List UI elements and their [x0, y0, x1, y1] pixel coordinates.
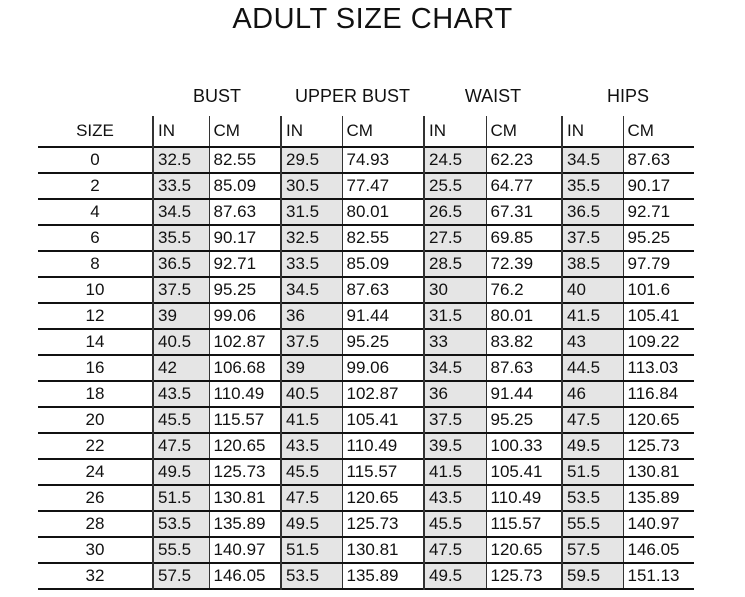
- upper-bust-cm-cell: 115.57: [342, 459, 424, 485]
- waist-in-cell: 33: [424, 329, 486, 355]
- upper-bust-in-cell: 51.5: [281, 537, 342, 563]
- bust-in-cell: 35.5: [153, 225, 209, 251]
- waist-in-cell: 34.5: [424, 355, 486, 381]
- bust-in-cell: 53.5: [153, 511, 209, 537]
- hips-cm-cell: 90.17: [623, 173, 694, 199]
- waist-in-cell: 41.5: [424, 459, 486, 485]
- bust-cm-cell: 110.49: [209, 381, 281, 407]
- upper-bust-in-cell: 40.5: [281, 381, 342, 407]
- table-row: [38, 225, 694, 251]
- waist-in-cell: 31.5: [424, 303, 486, 329]
- waist-cm-cell: 95.25: [486, 407, 562, 433]
- bust-cm-cell: 90.17: [209, 225, 281, 251]
- hips-in-cell: 37.5: [562, 225, 623, 251]
- upper-bust-in-cell: 53.5: [281, 563, 342, 589]
- size-cell: 8: [90, 254, 100, 273]
- bust-cm-cell: 140.97: [209, 537, 281, 563]
- hips-cm-cell: 120.65: [623, 407, 694, 433]
- hips-in-cell: 35.5: [562, 173, 623, 199]
- waist-cm-header: CM: [486, 116, 562, 147]
- upper-bust-cm-cell: 95.25: [342, 329, 424, 355]
- table-row: [38, 381, 694, 407]
- bust-cm-cell: 125.73: [209, 459, 281, 485]
- table-row: [38, 251, 694, 277]
- hips-in-cell: 44.5: [562, 355, 623, 381]
- bust-cm-cell: 130.81: [209, 485, 281, 511]
- upper-bust-in-cell: 41.5: [281, 407, 342, 433]
- hips-cm-cell: 146.05: [623, 537, 694, 563]
- waist-cm-cell: 125.73: [486, 563, 562, 589]
- table-row: [38, 355, 694, 381]
- size-chart-table: [38, 116, 694, 590]
- waist-in-cell: 26.5: [424, 199, 486, 225]
- size-cell: 26: [85, 488, 105, 507]
- size-cell: 12: [85, 306, 105, 325]
- table-row: [38, 147, 694, 173]
- waist-cm-cell: 120.65: [486, 537, 562, 563]
- waist-in-cell: 27.5: [424, 225, 486, 251]
- upper-bust-cm-cell: 82.55: [342, 225, 424, 251]
- waist-cm-cell: 91.44: [486, 381, 562, 407]
- upper-bust-cm-cell: 102.87: [342, 381, 424, 407]
- size-cell: 16: [85, 358, 105, 377]
- size-cell: 14: [85, 332, 105, 351]
- waist-cm-cell: 72.39: [486, 251, 562, 277]
- bust-cm-cell: 135.89: [209, 511, 281, 537]
- upper-bust-cm-cell: 77.47: [342, 173, 424, 199]
- upper-bust-in-cell: 36: [281, 303, 342, 329]
- waist-cm-cell: 80.01: [486, 303, 562, 329]
- hips-cm-cell: 140.97: [623, 511, 694, 537]
- hips-in-cell: 36.5: [562, 199, 623, 225]
- hips-cm-cell: 151.13: [623, 563, 694, 589]
- bust-cm-cell: 120.65: [209, 433, 281, 459]
- upper-bust-in-cell: 31.5: [281, 199, 342, 225]
- waist-cm-cell: 67.31: [486, 199, 562, 225]
- upper-bust-cm-cell: 74.93: [342, 147, 424, 173]
- upper-bust-cm-header: CM: [342, 116, 424, 147]
- size-cell: 18: [85, 384, 105, 403]
- hips-cm-cell: 92.71: [623, 199, 694, 225]
- waist-cm-cell: 76.2: [486, 277, 562, 303]
- hips-cm-cell: 116.84: [623, 381, 694, 407]
- upper-bust-in-cell: 34.5: [281, 277, 342, 303]
- hips-in-cell: 46: [562, 381, 623, 407]
- hips-in-cell: 59.5: [562, 563, 623, 589]
- upper-bust-cm-cell: 99.06: [342, 355, 424, 381]
- group-header-hips: HIPS: [606, 86, 649, 106]
- waist-cm-cell: 115.57: [486, 511, 562, 537]
- hips-cm-cell: 130.81: [623, 459, 694, 485]
- bust-in-cell: 39: [153, 303, 209, 329]
- size-cell: 28: [85, 514, 105, 533]
- table-row: [38, 459, 694, 485]
- upper-bust-cm-cell: 105.41: [342, 407, 424, 433]
- upper-bust-cm-cell: 87.63: [342, 277, 424, 303]
- waist-cm-cell: 83.82: [486, 329, 562, 355]
- table-row: [38, 277, 694, 303]
- waist-in-cell: 37.5: [424, 407, 486, 433]
- hips-cm-header: CM: [623, 116, 694, 147]
- waist-in-cell: 24.5: [424, 147, 486, 173]
- waist-in-header: IN: [424, 116, 486, 147]
- bust-in-cell: 34.5: [153, 199, 209, 225]
- hips-cm-cell: 97.79: [623, 251, 694, 277]
- bust-cm-cell: 92.71: [209, 251, 281, 277]
- hips-in-cell: 53.5: [562, 485, 623, 511]
- size-cell: 10: [85, 280, 105, 299]
- waist-cm-cell: 87.63: [486, 355, 562, 381]
- hips-in-cell: 55.5: [562, 511, 623, 537]
- hips-in-header: IN: [562, 116, 623, 147]
- bust-in-cell: 45.5: [153, 407, 209, 433]
- upper-bust-in-cell: 30.5: [281, 173, 342, 199]
- bust-in-cell: 47.5: [153, 433, 209, 459]
- group-header-upper-bust: UPPER BUST: [294, 86, 411, 106]
- bust-in-cell: 55.5: [153, 537, 209, 563]
- size-rows: [38, 147, 694, 589]
- waist-cm-cell: 62.23: [486, 147, 562, 173]
- bust-cm-cell: 85.09: [209, 173, 281, 199]
- upper-bust-in-cell: 39: [281, 355, 342, 381]
- size-cell: 6: [90, 228, 100, 247]
- bust-cm-cell: 115.57: [209, 407, 281, 433]
- upper-bust-in-cell: 45.5: [281, 459, 342, 485]
- upper-bust-cm-cell: 135.89: [342, 563, 424, 589]
- hips-cm-cell: 87.63: [623, 147, 694, 173]
- upper-bust-in-cell: 29.5: [281, 147, 342, 173]
- size-header: SIZE: [76, 121, 114, 140]
- bust-in-cell: 36.5: [153, 251, 209, 277]
- waist-cm-cell: 64.77: [486, 173, 562, 199]
- upper-bust-cm-cell: 125.73: [342, 511, 424, 537]
- size-cell: 22: [85, 436, 105, 455]
- bust-in-cell: 43.5: [153, 381, 209, 407]
- waist-in-cell: 45.5: [424, 511, 486, 537]
- hips-cm-cell: 109.22: [623, 329, 694, 355]
- bust-in-cell: 32.5: [153, 147, 209, 173]
- waist-in-cell: 43.5: [424, 485, 486, 511]
- hips-in-cell: 57.5: [562, 537, 623, 563]
- waist-cm-cell: 105.41: [486, 459, 562, 485]
- waist-cm-cell: 110.49: [486, 485, 562, 511]
- bust-in-cell: 51.5: [153, 485, 209, 511]
- size-cell: 30: [85, 540, 105, 559]
- hips-in-cell: 40: [562, 277, 623, 303]
- hips-in-cell: 43: [562, 329, 623, 355]
- waist-in-cell: 30: [424, 277, 486, 303]
- waist-cm-cell: 100.33: [486, 433, 562, 459]
- table-row: [38, 329, 694, 355]
- hips-cm-cell: 125.73: [623, 433, 694, 459]
- upper-bust-in-cell: 32.5: [281, 225, 342, 251]
- hips-in-cell: 47.5: [562, 407, 623, 433]
- waist-cm-cell: 69.85: [486, 225, 562, 251]
- size-cell: 32: [85, 566, 105, 585]
- table-row: [38, 485, 694, 511]
- waist-in-cell: 28.5: [424, 251, 486, 277]
- upper-bust-in-cell: 49.5: [281, 511, 342, 537]
- waist-in-cell: 49.5: [424, 563, 486, 589]
- upper-bust-in-cell: 33.5: [281, 251, 342, 277]
- unit-header-row: [38, 116, 694, 147]
- bust-in-cell: 33.5: [153, 173, 209, 199]
- bust-in-cell: 37.5: [153, 277, 209, 303]
- upper-bust-cm-cell: 120.65: [342, 485, 424, 511]
- upper-bust-in-cell: 37.5: [281, 329, 342, 355]
- size-cell: 0: [90, 150, 100, 169]
- waist-in-cell: 39.5: [424, 433, 486, 459]
- page-title: ADULT SIZE CHART: [232, 3, 513, 35]
- size-cell: 2: [90, 176, 100, 195]
- upper-bust-cm-cell: 85.09: [342, 251, 424, 277]
- bust-in-cell: 42: [153, 355, 209, 381]
- table-row: [38, 407, 694, 433]
- table-row: [38, 433, 694, 459]
- upper-bust-cm-cell: 130.81: [342, 537, 424, 563]
- upper-bust-in-cell: 43.5: [281, 433, 342, 459]
- hips-cm-cell: 105.41: [623, 303, 694, 329]
- bust-in-cell: 49.5: [153, 459, 209, 485]
- table-row: [38, 303, 694, 329]
- upper-bust-cm-cell: 80.01: [342, 199, 424, 225]
- table-row: [38, 537, 694, 563]
- bust-cm-cell: 146.05: [209, 563, 281, 589]
- upper-bust-cm-cell: 110.49: [342, 433, 424, 459]
- size-cell: 4: [90, 202, 100, 221]
- hips-in-cell: 51.5: [562, 459, 623, 485]
- bust-cm-cell: 87.63: [209, 199, 281, 225]
- table-row: [38, 563, 694, 589]
- bust-cm-cell: 82.55: [209, 147, 281, 173]
- bust-in-cell: 40.5: [153, 329, 209, 355]
- hips-cm-cell: 113.03: [623, 355, 694, 381]
- table-row: [38, 199, 694, 225]
- hips-in-cell: 38.5: [562, 251, 623, 277]
- upper-bust-in-cell: 47.5: [281, 485, 342, 511]
- table-row: [38, 173, 694, 199]
- bust-cm-cell: 95.25: [209, 277, 281, 303]
- bust-cm-cell: 106.68: [209, 355, 281, 381]
- group-header-bust: BUST: [192, 86, 241, 106]
- hips-cm-cell: 101.6: [623, 277, 694, 303]
- group-header-waist: WAIST: [464, 86, 522, 106]
- bust-cm-cell: 102.87: [209, 329, 281, 355]
- size-cell: 24: [85, 462, 105, 481]
- waist-in-cell: 25.5: [424, 173, 486, 199]
- bust-cm-header: CM: [209, 116, 281, 147]
- hips-cm-cell: 95.25: [623, 225, 694, 251]
- hips-in-cell: 49.5: [562, 433, 623, 459]
- hips-cm-cell: 135.89: [623, 485, 694, 511]
- table-row: [38, 511, 694, 537]
- bust-in-cell: 57.5: [153, 563, 209, 589]
- bust-cm-cell: 99.06: [209, 303, 281, 329]
- size-cell: 20: [85, 410, 105, 429]
- waist-in-cell: 36: [424, 381, 486, 407]
- upper-bust-cm-cell: 91.44: [342, 303, 424, 329]
- hips-in-cell: 41.5: [562, 303, 623, 329]
- waist-in-cell: 47.5: [424, 537, 486, 563]
- hips-in-cell: 34.5: [562, 147, 623, 173]
- bust-in-header: IN: [153, 116, 209, 147]
- upper-bust-in-header: IN: [281, 116, 342, 147]
